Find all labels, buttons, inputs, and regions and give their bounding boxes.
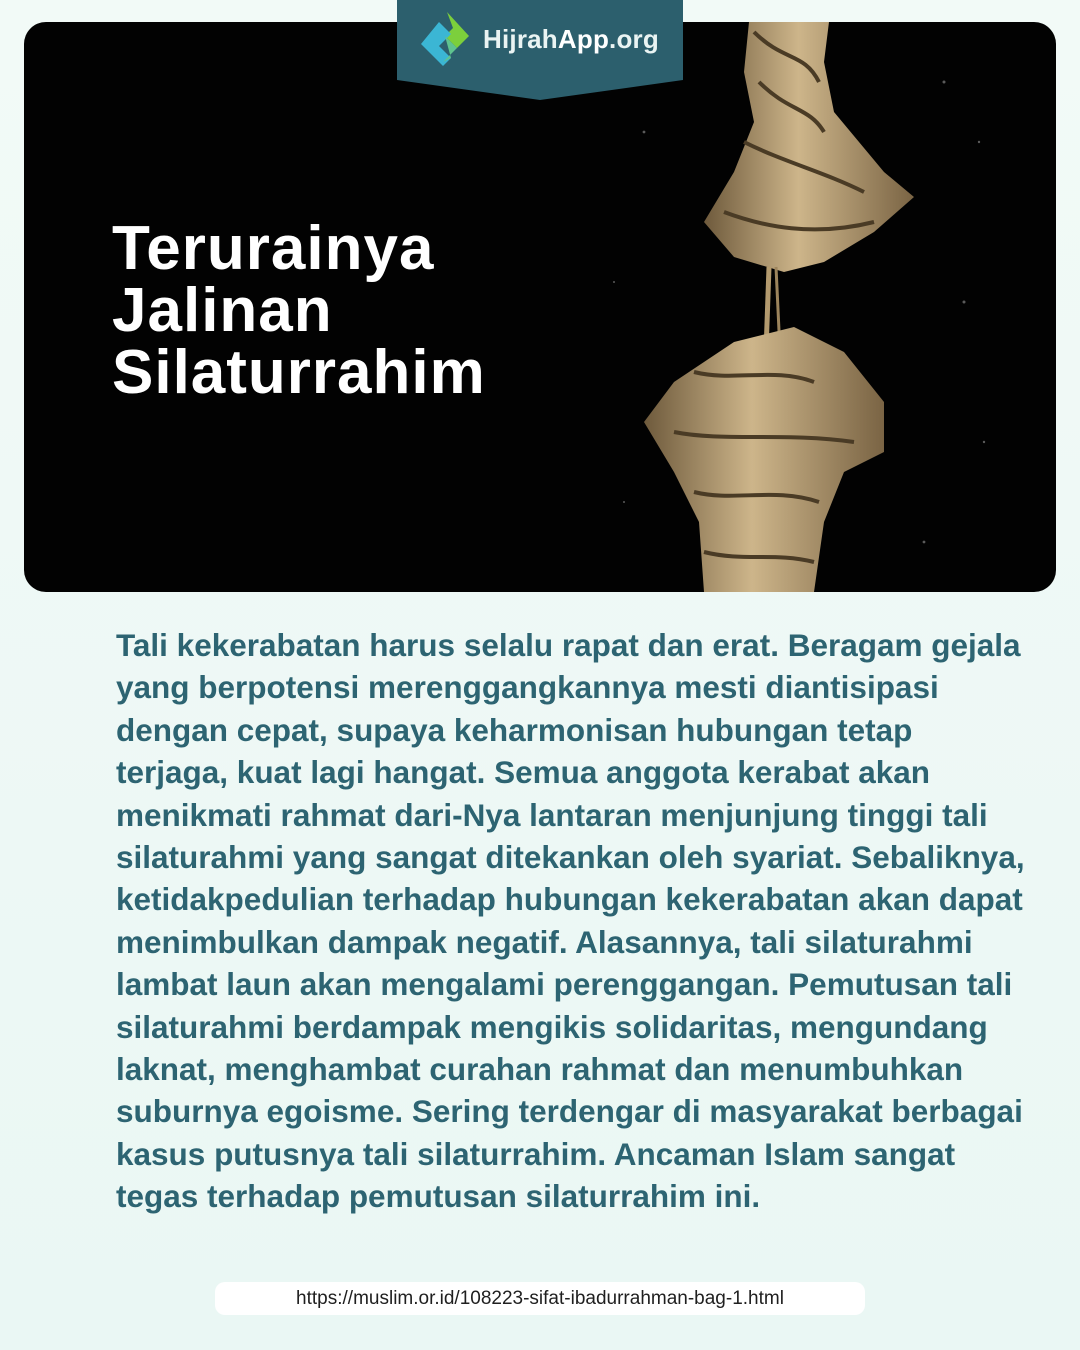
brand-name-part2: App	[557, 24, 610, 54]
hero-banner	[24, 22, 1056, 592]
hijrahapp-logo-icon	[417, 8, 475, 70]
brand-name	[483, 22, 659, 56]
brand-badge	[397, 0, 683, 100]
source-link[interactable]: https://muslim.or.id/108223-sifat-ibadurrahman-bag-1.html	[215, 1282, 865, 1315]
brand-name-part3: .org	[609, 24, 659, 54]
hero-title-line-1: Terurainya	[112, 214, 435, 283]
body-paragraph: Tali kekerabatan harus selalu rapat dan erat. Beragam gejala yang berpotensi merenggangkannya mesti diantisipasi dengan cepat, supaya keharmonisan hubungan tetap terjaga, kuat lagi hangat. Semua anggota kerabat akan menikmati rahmat dari-Nya lantaran menjunjung tinggi tali silaturahmi yang sangat ditekankan oleh syariat. Sebaliknya, ketidakpedulian terhadap hubungan kekerabatan akan dapat menimbulkan dampak negatif. Alasannya, tali silaturahmi lambat laun akan mengalami perenggangan. Pemutusan tali silaturahmi berdampak mengikis solidaritas, mengundang laknat, menghambat curahan rahmat dan menumbuhkan suburnya egoisme. Sering terdengar di masyarakat berbagai kasus putusnya tali silaturrahim. Ancaman Islam sangat tegas terhadap pemutusan silaturrahim ini.	[116, 627, 1025, 1215]
brand-name-part1: Hijrah	[483, 24, 558, 54]
hero-title-line-2: Jalinan	[112, 276, 333, 345]
frayed-rope-image	[584, 22, 1004, 592]
hero-title-line-3: Silaturrahim	[112, 338, 486, 407]
hero-title	[112, 214, 486, 407]
